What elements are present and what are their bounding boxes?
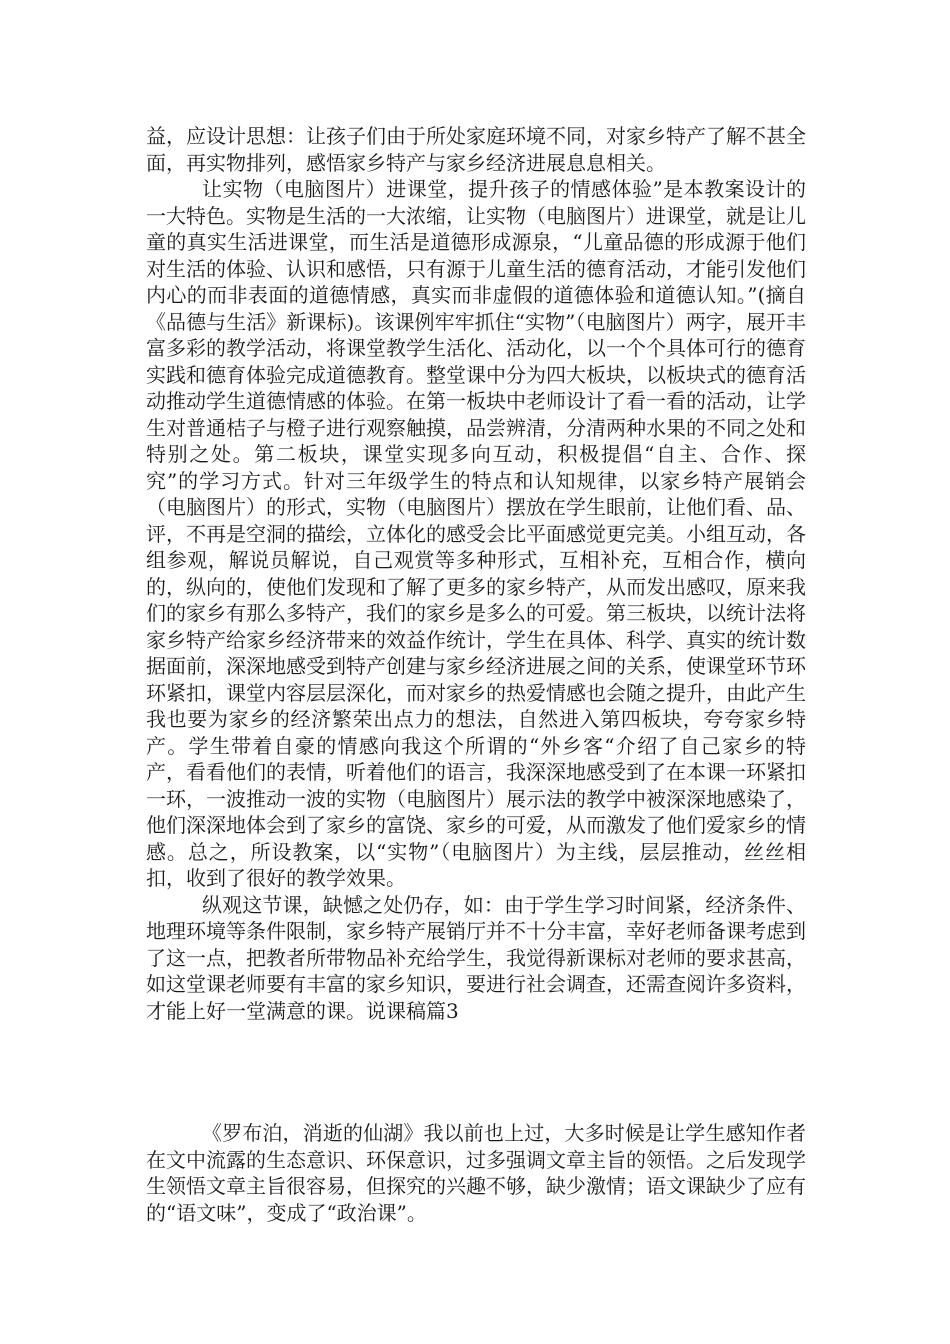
paragraph-design-features: 让实物（电脑图片）进课堂，提升孩子的情感体验”是本教案设计的一大特色。实物是生活的一大浓缩，让实物（电脑图片）进课堂，就是让儿童的真实生活进课堂，而生活是道德形成源泉，“儿童品德的形成源于他们对生活的体验、认识和感悟，只有源于儿童生活的德育活动，才能引发他们内心的而非表面的道德情感，真实而非虚假的道德体验和道德认知。”(摘自《品德与生活》新课标)。该课例牢牢抓住“实物”（电脑图片）两字，展开丰富多彩的教学活动，将课堂教学生活化、活动化，以一个个具体可行的德育实践和德育体验完成道德教育。整堂课中分为四大板块，以板块式的德育活动推动学生道德情感的体验。在第一板块中老师设计了看一看的活动，让学生对普通桔子与橙子进行观察触摸，品尝辨清，分清两种水果的不同之处和特别之处。第二板块，课堂实现多向互动，积极提倡“自主、合作、探究”的学习方式。针对三年级学生的特点和认知规律，以家乡特产展销会（电脑图片）的形式，实物（电脑图片）摆放在学生眼前，让他们看、品、评，不再是空洞的描绘，立体化的感受会比平面感觉更完美。小组互动，各组参观，解说员解说，自己观赏等多种形式，互相补充，互相合作，横向的，纵向的，使他们发现和了解了更多的家乡特产，从而发出感叹，原来我们的家乡有那么多特产，我们的家乡是多么的可爱。第三板块，以统计法将家乡特产给家乡经济带来的效益作统计，学生在具体、科学、真实的统计数据面前，深深地感受到特产创建与家乡经济进展之间的关系，使课堂环节环环紧扣，课堂内容层层深化，而对家乡的热爱情感也会随之提升，由此产生我也要为家乡的经济繁荣出点力的想法，自然进入第四板块，夸夸家乡特产。学生带着自豪的情感向我这个所谓的“外乡客“介绍了自己家乡的特产，看看他们的表情，听着他们的语言，我深深地感受到了在本课一环紧扣一环，一波推动一波的实物（电脑图片）展示法的教学中被深深地感染了，他们深深地体会到了家乡的富饶、家乡的可爱，从而激发了他们爱家乡的情感。总之，所设教案，以“实物”（电脑图片）为主线，层层推动，丝丝相扣，收到了很好的教学效果。 [146,177,806,890]
paragraph-reflection: 纵观这节课，缺憾之处仍存，如：由于学生学习时间紧，经济条件、地理环境等条件限制，家乡特产展销厅并不十分丰富，幸好老师备课考虑到了这一点，把教者所带物品补充给学生，我觉得新课标对老师的要求甚高，如这堂课老师要有丰富的家乡知识，要进行社会调查，还需查阅许多资料，才能上好一堂满意的课。说课稿篇3 [146,892,806,1023]
document-body-bottom [146,1120,806,1226]
document-body-top [146,123,806,1024]
paragraph-lop-nur: 《罗布泊，消逝的仙湖》我以前也上过，大多时候是让学生感知作者在文中流露的生态意识、环保意识，过多强调文章主旨的领悟。之后发现学生领悟文章主旨很容易，但探究的兴趣不够，缺少激情；语文课缺少了应有的“语文味”，变成了“政治课”。 [146,1121,806,1225]
paragraph-continuation: 益，应设计思想：让孩子们由于所处家庭环境不同，对家乡特产了解不甚全面，再实物排列，感悟家乡特产与家乡经济进展息息相关。 [146,124,806,175]
